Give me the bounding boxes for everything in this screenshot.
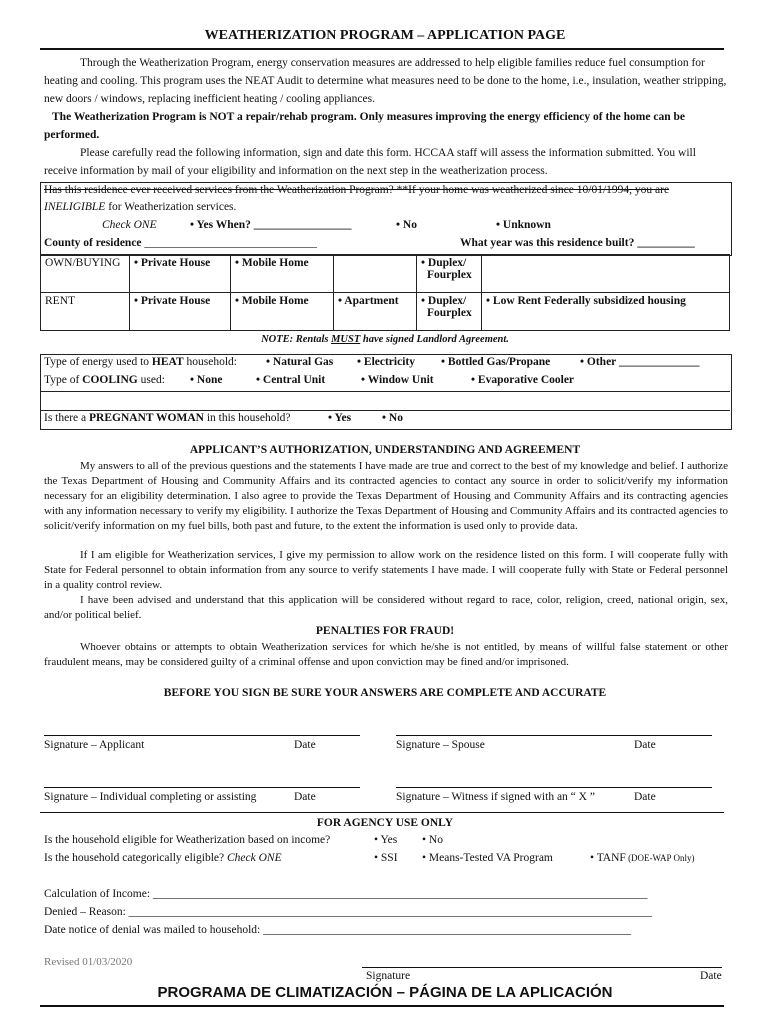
intro-paragraph-1: Through the Weatherization Program, energy conservation measures are addressed to help eligible families reduce fuel consumption for heating and cooling. This program uses the NEAT Audit to determine what measures need to be done to the home, i.e., insulation, weather stripping, new doors / windows, replacing inefficient heating / cooling appliances. <box>44 57 727 105</box>
spouse-signature-line[interactable] <box>396 735 712 736</box>
income-eligible-question: Is the household eligible for Weatherization based on income? <box>44 834 331 846</box>
intro-paragraph-3: Please carefully read the following information, sign and date this form. HCCAA staff will assess the information submitted. You will receive information by mail of your eligibility and information on the next step in the weatherization process. <box>44 147 696 177</box>
cooling-question <box>44 374 165 386</box>
agency-signature-line[interactable] <box>362 967 722 968</box>
footer-divider <box>40 1005 724 1007</box>
own-private-house[interactable]: • Private House <box>130 255 231 293</box>
income-no[interactable]: • No <box>422 834 443 846</box>
before-sign-notice: BEFORE YOU SIGN BE SURE YOUR ANSWERS ARE COMPLETE AND ACCURATE <box>163 687 607 699</box>
denial-mailed-field[interactable]: Date notice of denial was mailed to household: ________________________________________________________________ <box>44 924 632 936</box>
cat-va[interactable]: • Means-Tested VA Program <box>422 852 553 864</box>
agency-heading: FOR AGENCY USE ONLY <box>316 817 454 829</box>
cool-none[interactable]: • None <box>190 374 223 386</box>
pregnant-yes[interactable]: • Yes <box>328 412 352 424</box>
rent-duplex-label: • Duplex/ <box>421 295 467 307</box>
heat-bold: HEAT <box>151 356 184 368</box>
cool-central-unit[interactable]: • Central Unit <box>256 374 326 386</box>
intro-paragraph-2: The Weatherization Program is NOT a repair/rehab program. Only measures improving the energy efficiency of the home can be performed. <box>44 111 685 141</box>
note-suffix: have signed Landlord Agreement. <box>360 334 509 345</box>
rent-low-rent[interactable]: • Low Rent Federally subsidized housing <box>482 293 730 331</box>
own-label: OWN/BUYING <box>41 255 130 293</box>
ineligible-text: INELIGIBLE <box>44 201 106 213</box>
preg-bold: PREGNANT WOMAN <box>89 412 204 424</box>
cat-tanf[interactable] <box>590 852 694 864</box>
rent-row <box>41 293 730 331</box>
heat-pre: Type of energy used to <box>44 356 152 368</box>
own-duplex[interactable] <box>417 255 482 293</box>
applicant-date-label: Date <box>294 739 316 751</box>
rent-label: RENT <box>41 293 130 331</box>
tanf-note: (DOE-WAP Only) <box>625 853 695 863</box>
rent-private-house[interactable]: • Private House <box>130 293 231 331</box>
witness-signature-line[interactable] <box>396 787 712 788</box>
agency-signature-label: Signature <box>366 970 411 982</box>
fraud-text: Whoever obtains or attempts to obtain Weatherization services for which he/she is not entitled, by means of willful false statement or other fraudulent means, may be considered guilty of a criminal offense and upon conviction may be fined and/or imprisoned. <box>44 641 728 668</box>
individual-date-label: Date <box>294 791 316 803</box>
own-empty-cell <box>334 255 417 293</box>
title-divider <box>40 48 724 50</box>
pregnant-question <box>44 412 291 424</box>
heat-question <box>44 356 237 368</box>
preg-pre: Is there a <box>44 412 90 424</box>
own-duplex-label: • Duplex/ <box>421 257 467 269</box>
own-mobile-home[interactable]: • Mobile Home <box>231 255 334 293</box>
income-calculation-field[interactable]: Calculation of Income: ______________________________________________________________________________________ <box>44 888 648 900</box>
prior-no-option[interactable]: • No <box>396 219 417 231</box>
witness-date-label: Date <box>634 791 656 803</box>
housing-table <box>40 254 730 331</box>
applicant-signature-line[interactable] <box>44 735 360 736</box>
cool-bold: COOLING <box>82 374 138 386</box>
heat-electricity[interactable]: • Electricity <box>357 356 415 368</box>
prior-service-result <box>44 201 236 213</box>
year-built-field[interactable]: What year was this residence built? __________ <box>460 237 695 249</box>
categorical-question <box>44 852 282 864</box>
agreement-paragraph-2: If I am eligible for Weatherization services, I give my permission to allow work on the residence listed on this form. I will cooperate fully with State for Federal personnel to obtain information from any source to verify statements I have made. I will cooperate fully with State or Federal personnel in a quality control review. <box>44 549 728 591</box>
categorical-pre: Is the household categorically eligible? <box>44 852 227 864</box>
heat-other[interactable]: • Other ______________ <box>580 356 700 368</box>
individual-signature-label: Signature – Individual completing or assisting <box>44 791 257 803</box>
county-label-text: County of residence <box>44 237 142 249</box>
spouse-date-label: Date <box>634 739 656 751</box>
cool-pre: Type of <box>44 374 83 386</box>
energy-box-divider <box>40 391 730 411</box>
prior-service-question: Has this residence ever received services from the Weatherization Program? **If your home was weatherized since 10/01/1994, you are <box>44 184 670 196</box>
prior-yes-option[interactable]: • Yes When? _________________ <box>190 219 352 231</box>
cool-window-unit[interactable]: • Window Unit <box>361 374 434 386</box>
cool-post: used: <box>137 374 165 386</box>
income-yes[interactable]: • Yes <box>374 834 398 846</box>
agency-date-label: Date <box>700 970 722 982</box>
individual-signature-line[interactable] <box>44 787 360 788</box>
landlord-note <box>0 334 770 345</box>
prior-unknown-option[interactable]: • Unknown <box>496 219 551 231</box>
fraud-heading: PENALTIES FOR FRAUD! <box>315 625 455 637</box>
own-fourplex-label: Fourplex <box>427 269 472 281</box>
revision-date: Revised 01/03/2020 <box>44 956 133 968</box>
cool-evaporative[interactable]: • Evaporative Cooler <box>471 374 575 386</box>
county-field[interactable]: ______________________________ <box>144 237 317 249</box>
heat-bottled-gas[interactable]: • Bottled Gas/Propane <box>441 356 551 368</box>
applicant-signature-label: Signature – Applicant <box>44 739 145 751</box>
witness-signature-label: Signature – Witness if signed with an “ X ” <box>396 791 595 803</box>
heat-natural-gas[interactable]: • Natural Gas <box>266 356 334 368</box>
heat-post: household: <box>183 356 237 368</box>
page-title: WEATHERIZATION PROGRAM – APPLICATION PAGE <box>204 28 566 43</box>
own-row <box>41 255 730 293</box>
categorical-check: Check ONE <box>226 852 282 864</box>
note-must: MUST <box>331 334 361 345</box>
cat-ssi[interactable]: • SSI <box>374 852 398 864</box>
agency-divider <box>40 812 724 813</box>
agreement-paragraph-3: I have been advised and understand that this application will be considered without regard to race, color, religion, creed, national origin, sex, and/or political belief. <box>44 594 728 621</box>
rent-apartment[interactable]: • Apartment <box>334 293 417 331</box>
denied-reason-field[interactable]: Denied – Reason: ___________________________________________________________________________________________ <box>44 906 652 918</box>
ineligible-suffix: for Weatherization services. <box>108 201 237 213</box>
rent-duplex[interactable] <box>417 293 482 331</box>
tanf-label: • TANF <box>590 852 626 864</box>
own-empty-cell-2 <box>482 255 730 293</box>
check-one-label: Check ONE <box>102 219 157 231</box>
pregnant-no[interactable]: • No <box>382 412 403 424</box>
spouse-signature-label: Signature – Spouse <box>396 739 485 751</box>
rent-fourplex-label: Fourplex <box>427 307 472 319</box>
note-prefix: NOTE: Rentals <box>261 334 332 345</box>
spanish-footer-title: PROGRAMA DE CLIMATIZACIÓN – PÁGINA DE LA APLICACIÓN <box>157 984 613 1001</box>
rent-mobile-home[interactable]: • Mobile Home <box>231 293 334 331</box>
agreement-heading: APPLICANT’S AUTHORIZATION, UNDERSTANDING AND AGREEMENT <box>189 444 581 456</box>
agreement-paragraph-1: My answers to all of the previous questions and the statements I have made are true and correct to the best of my knowledge and belief. I authorize the Texas Department of Housing and Community Affairs and its contracted agencies to contact any source in order to solicit/verify my information necessary for an eligibility determination. I also agree to provide the Texas Department of Housing and Community Affairs and its contracting agencies with any information necessary to verify my eligibility. I authorize the Texas Department of Housing and Community Affairs and its contracted agencies to solicit/verify information on my fuel bills, both past and future, to the extent the information is used only to provide data. <box>44 460 728 532</box>
preg-post: in this household? <box>203 412 291 424</box>
county-label <box>44 237 317 249</box>
